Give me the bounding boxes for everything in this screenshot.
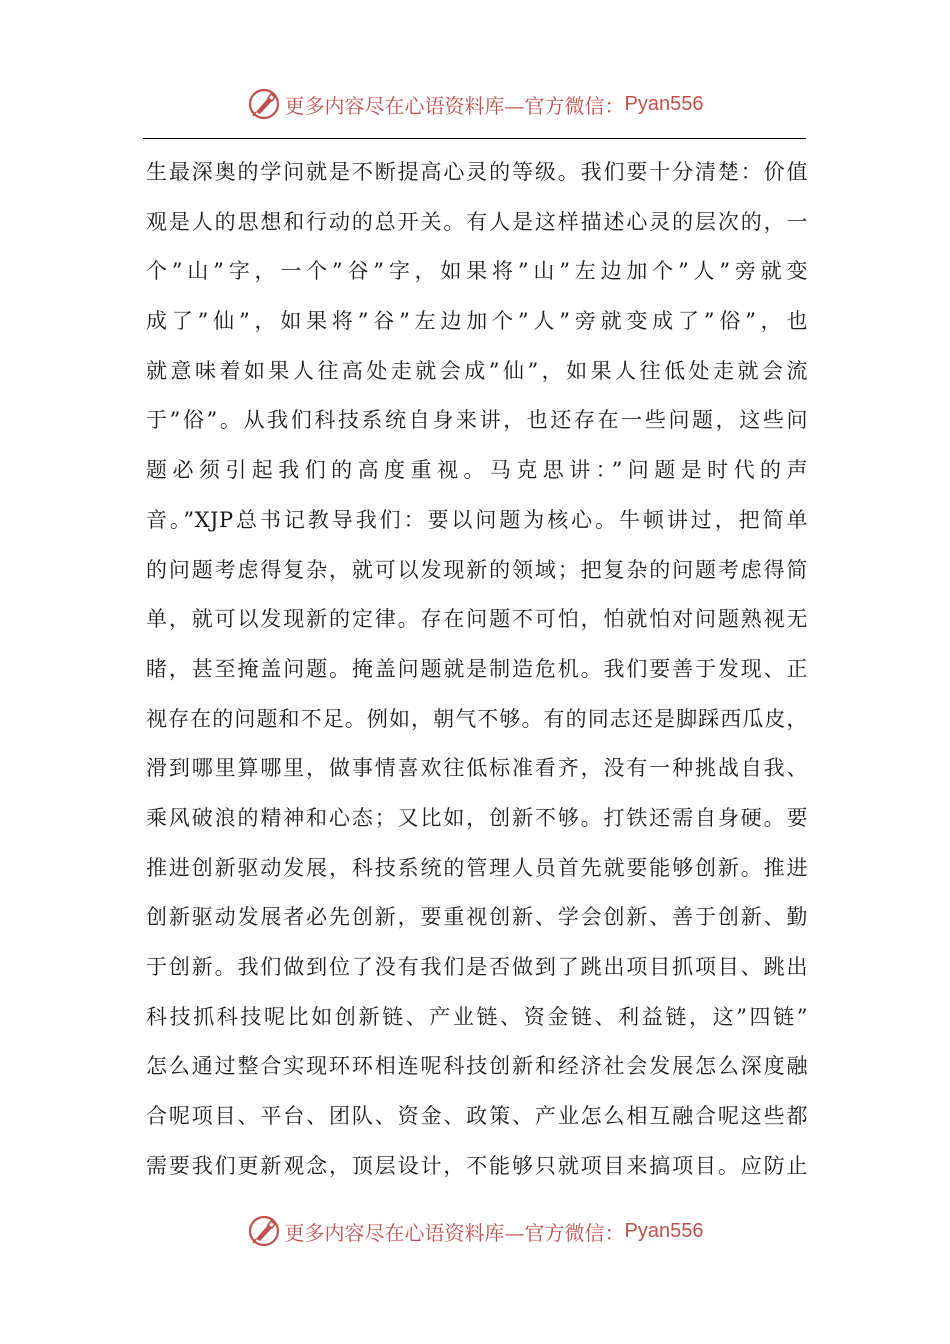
text-line: 个”山”字，一个”谷”字，如果将”山”左边加个”人”旁就变 [146,259,808,284]
text-line: 怎么通过整合实现环环相连呢科技创新和经济社会发展怎么深度融 [146,1054,808,1079]
banner-slogan: 更多内容尽在心语资料库—官方微信： [284,93,625,118]
text-line: 生最深奥的学问就是不断提高心灵的等级。我们要十分清楚：价值 [146,160,808,184]
pen-nib-logo-icon [247,87,281,121]
text-line: 于”俗”。从我们科技系统自身来讲，也还存在一些问题，这些问 [146,408,808,433]
text-line: 合呢项目、平台、团队、资金、政策、产业怎么相互融合呢这些都 [146,1104,808,1129]
text-line: 观是人的思想和行动的总开关。有人是这样描述心灵的层次的，一 [146,209,808,234]
text-line: 视存在的问题和不足。例如，朝气不够。有的同志还是脚踩西瓜皮， [146,706,808,731]
text-line: 需要我们更新观念，顶层设计，不能够只就项目来搞项目。应防止 [146,1153,808,1178]
banner-wechat-id: Pyan556 [624,92,704,115]
text-line: 于创新。我们做到位了没有我们是否做到了跳出项目抓项目、跳出 [146,955,808,979]
banner-wechat-id: Pyan556 [624,1219,704,1242]
text-line: 就意味着如果人往高处走就会成”仙”，如果人往低处走就会流 [146,358,808,383]
text-line: 推进创新驱动发展，科技系统的管理人员首先就要能够创新。推进 [146,855,808,880]
text-line: 的问题考虑得复杂，就可以发现新的领域；把复杂的问题考虑得简 [146,557,808,582]
text-line: 创新驱动发展者必先创新，要重视创新、学会创新、善于创新、勤 [146,905,808,930]
text-line: 滑到哪里算哪里，做事情喜欢往低标准看齐，没有一种挑战自我、 [146,756,808,781]
banner-slogan: 更多内容尽在心语资料库—官方微信： [284,1220,625,1245]
header-divider [143,138,806,139]
document-body [146,151,808,1194]
header-banner [0,84,950,124]
text-line: 题必须引起我们的高度重视。马克思讲：”问题是时代的声 [146,458,808,483]
text-line: 音。”XJP总书记教导我们：要以问题为核心。牛顿讲过，把简单 [146,507,808,532]
pen-nib-logo-icon [247,1214,281,1248]
text-line: 单，就可以发现新的定律。存在问题不可怕，怕就怕对问题熟视无 [146,607,808,632]
footer-banner [0,1211,950,1251]
text-line: 乘风破浪的精神和心态；又比如，创新不够。打铁还需自身硬。要 [146,805,808,830]
text-line: 成了”仙”，如果将”谷”左边加个”人”旁就变成了”俗”，也 [146,309,808,334]
text-line: 睹，甚至掩盖问题。掩盖问题就是制造危机。我们要善于发现、正 [146,656,808,681]
text-line: 科技抓科技呢比如创新链、产业链、资金链、利益链，这”四链” [146,1004,808,1029]
